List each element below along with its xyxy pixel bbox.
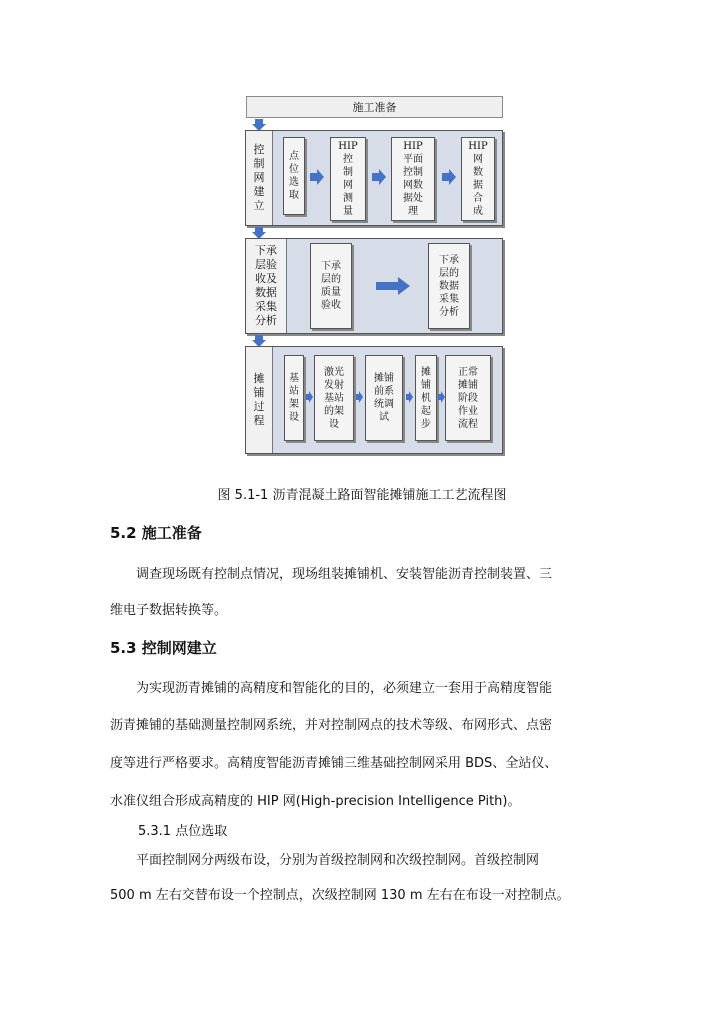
- paragraph-line: 平面控制网分两级布设，分别为首级控制网和次级控制网。首级控制网: [136, 853, 540, 868]
- flow-step: 下承 层的 质量 验收: [310, 243, 352, 329]
- paragraph-line: 水准仪组合形成高精度的 HIP 网(High-precision Intelligence Pith)。: [110, 794, 521, 809]
- flow-step: 摊 铺 机 起 步: [415, 355, 437, 441]
- right-arrow-icon: [356, 391, 363, 403]
- flow-step: HIP 平面 控制 网数 据处 理: [391, 137, 435, 221]
- paragraph-line: 度等进行严格要求。高精度智能沥青摊铺三维基础控制网采用 BDS、全站仪、: [110, 756, 558, 771]
- section-label: 摊 铺 过 程: [246, 347, 273, 453]
- right-arrow-icon: [306, 391, 313, 403]
- right-arrow-icon: [406, 391, 413, 403]
- flow-section-control-network: [245, 130, 503, 226]
- flow-step: 基 站 架 设: [284, 355, 304, 441]
- flow-step: 正常 摊铺 阶段 作业 流程: [445, 355, 491, 441]
- right-arrow-icon: [372, 169, 386, 185]
- flow-section-paving: [245, 346, 503, 454]
- right-arrow-icon: [310, 169, 324, 185]
- section-label: 下承 层验 收及 数据 采集 分析: [246, 239, 287, 333]
- flow-step: 摊铺 前系 统调 试: [365, 355, 403, 441]
- section-heading-5-2: 5.2 施工准备: [110, 524, 202, 542]
- paragraph-line: 沥青摊铺的基础测量控制网系统，并对控制网点的技术等级、布网形式、点密: [110, 718, 553, 733]
- section-heading-5-3: 5.3 控制网建立: [110, 639, 217, 657]
- flow-step: 点 位 选 取: [283, 137, 305, 215]
- flow-section-base-layer: [245, 238, 503, 334]
- flow-step: HIP 网 数 据 合 成: [461, 137, 495, 221]
- paragraph-line: 500 m 左右交替布设一个控制点，次级控制网 130 m 左右在布设一对控制点。: [110, 888, 570, 903]
- flow-step: HIP 控 制 网 测 量: [330, 137, 366, 221]
- subsection-heading-5-3-1: 5.3.1 点位选取: [138, 824, 228, 839]
- section-label: 控 制 网 建 立: [246, 131, 273, 225]
- figure-caption: 图 5.1-1 沥青混凝土路面智能摊铺施工工艺流程图: [217, 488, 507, 503]
- right-arrow-icon: [376, 277, 410, 295]
- paragraph-line: 维电子数据转换等。: [110, 603, 228, 618]
- right-arrow-icon: [438, 391, 445, 403]
- paragraph-line: 调查现场既有控制点情况，现场组装摊铺机、安装智能沥青控制装置、三: [136, 567, 553, 582]
- flow-top-step: 施工准备: [246, 96, 503, 118]
- flow-step: 下承 层的 数据 采集 分析: [428, 243, 470, 329]
- flow-step: 激光 发射 基站 的架 设: [314, 355, 354, 441]
- flowchart: [0, 0, 724, 470]
- paragraph-line: 为实现沥青摊铺的高精度和智能化的目的，必须建立一套用于高精度智能: [136, 681, 553, 696]
- right-arrow-icon: [442, 169, 456, 185]
